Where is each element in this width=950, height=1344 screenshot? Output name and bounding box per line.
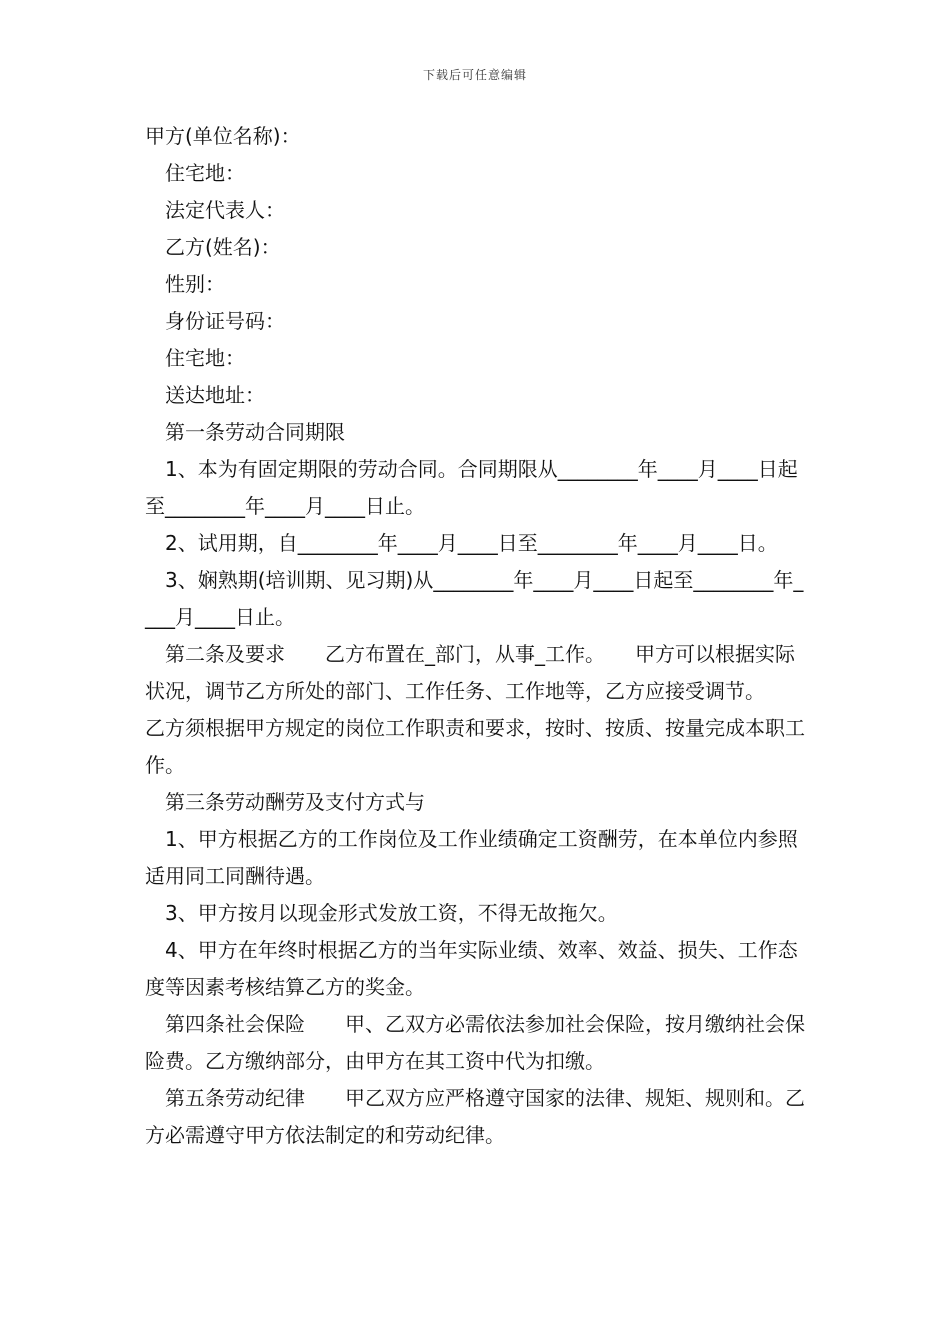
party-b-name: 乙方(姓名)： <box>165 235 281 259</box>
party-a-name: 甲方(单位名称)： <box>145 124 301 148</box>
article-1-title: 第一条劳动合同期限 <box>165 420 345 444</box>
delivery-address: 送达地址： <box>165 383 265 407</box>
party-b-address: 住宅地： <box>165 346 245 370</box>
article-4: 第四条社会保险 甲、乙双方必需依法参加社会保险，按月缴纳社会保险费。乙方缴纳部分，由甲方在其工资中代为扣缴。 <box>145 1012 805 1073</box>
page-header-note: 下载后可任意编辑 <box>422 68 527 82</box>
article-3-clause-4: 4、甲方在年终时根据乙方的当年实际业绩、效率、效益、损失、工作态度等因素考核结算乙方的奖金。 <box>145 938 798 999</box>
legal-representative: 法定代表人： <box>165 198 285 222</box>
article-3-clause-1: 1、甲方根据乙方的工作岗位及工作业绩确定工资酬劳，在本单位内参照适用同工同酬待遇。 <box>145 827 798 888</box>
article-2: 第二条及要求 乙方布置在_部门，从事_工作。 甲方可以根据实际状况，调节乙方所处的部门、工作任务、工作地等，乙方应接受调节。 乙方须根据甲方规定的岗位工作职责和要求，按时、按质、按量完成本职工作。 <box>145 642 805 777</box>
document-body <box>145 118 807 1154</box>
article-3-clause-3: 3、甲方按月以现金形式发放工资，不得无故拖欠。 <box>165 901 618 925</box>
article-1-clause-1: 1、本为有固定期限的劳动合同。合同期限从________年____月____日起至________年____月____日止。 <box>145 457 798 518</box>
party-b-gender: 性别： <box>165 272 225 296</box>
article-5: 第五条劳动纪律 甲乙双方应严格遵守国家的法律、规矩、规则和。乙方必需遵守甲方依法制定的和劳动纪律。 <box>145 1086 805 1147</box>
party-b-id-number: 身份证号码： <box>165 309 285 333</box>
article-1-clause-2: 2、试用期，自________年____月____日至________年____月____日。 <box>165 531 778 555</box>
article-1-clause-3: 3、娴熟期(培训期、见习期)从________年____月____日起至________年____月____日止。 <box>145 568 804 629</box>
party-a-address: 住宅地： <box>165 161 245 185</box>
article-3-title: 第三条劳动酬劳及支付方式与 <box>165 790 425 814</box>
